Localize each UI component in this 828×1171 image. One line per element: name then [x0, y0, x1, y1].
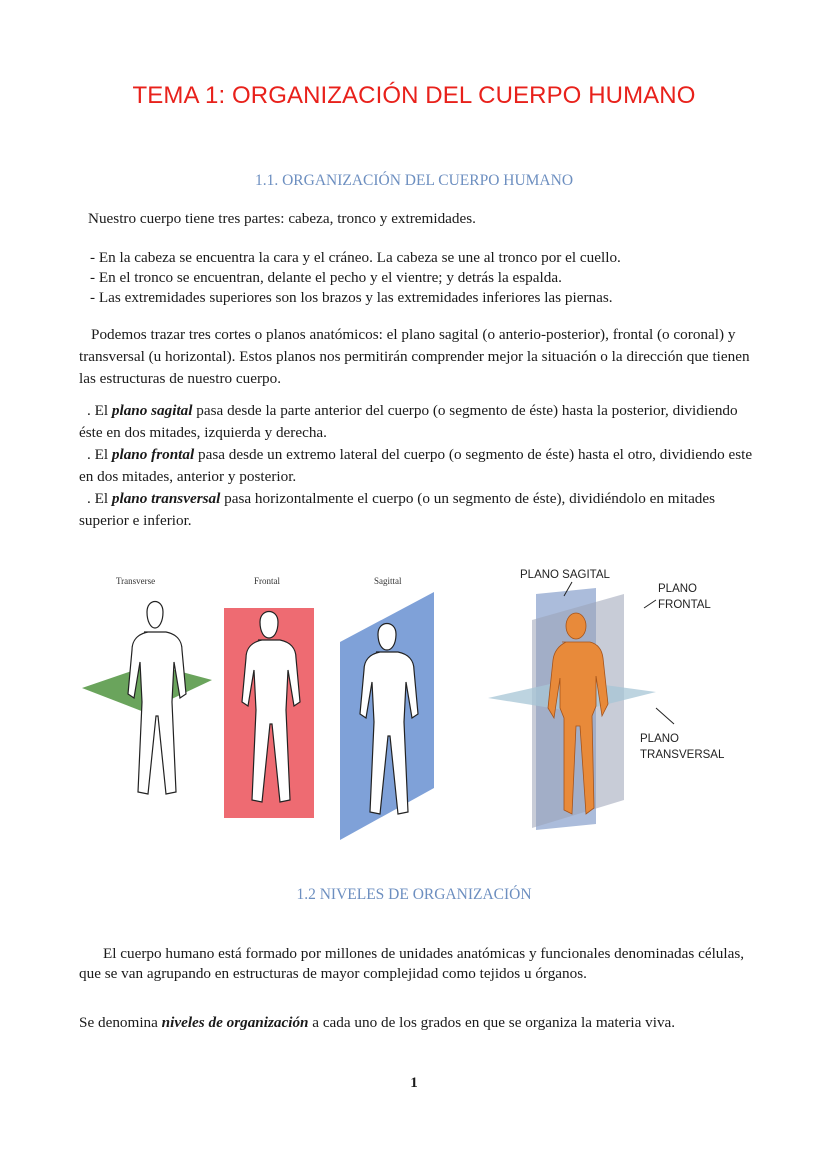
arrow-frontal: [644, 600, 656, 608]
page-title: TEMA 1: ORGANIZACIÓN DEL CUERPO HUMANO: [132, 82, 696, 109]
levels-paragraph: Se denomina niveles de organización a cada uno de los grados en que se organiza la materia viva.: [79, 1014, 676, 1031]
section-heading-2: 1.2 NIVELES DE ORGANIZACIÓN: [296, 886, 532, 903]
transverse-body-illustration: [82, 602, 212, 795]
label-plano-frontal-2: FRONTAL: [658, 599, 711, 611]
labeled-planes-figure: [484, 560, 746, 838]
term-plano-sagital: plano sagital: [111, 402, 193, 419]
term-plano-frontal: plano frontal: [111, 446, 195, 463]
term-niveles-de-organizacion: niveles de organización: [161, 1014, 309, 1031]
plane-frontal-paragraph: . El plano frontal pasa desde un extremo lateral del cuerpo (o segmento de éste) hasta el otro, dividiendo este en dos mitades, anterior y posterior.: [79, 446, 753, 485]
plane-transversal-paragraph: . El plano transversal pasa horizontalmente el cuerpo (o un segmento de éste), dividiéndolo en mitades superior e inferior.: [79, 490, 716, 529]
label-transverse: Transverse: [116, 576, 156, 586]
list-item: - En la cabeza se encuentra la cara y el cráneo. La cabeza se une al tronco por el cuello.: [90, 249, 621, 266]
label-plano-transversal-1: PLANO: [640, 733, 679, 745]
anatomical-planes-figure: [82, 552, 438, 850]
arrow-transversal: [656, 708, 674, 724]
planes-intro-paragraph: Podemos trazar tres cortes o planos anatómicos: el plano sagital (o anterio-posterior), frontal (o coronal) y transversal (u horizontal). Estos planos nos permitirán comprender mejor la situación o la dirección que tienen las estructuras de nuestro cuerpo.: [79, 326, 750, 387]
list-item: - Las extremidades superiores son los brazos y las extremidades inferiores las piernas.: [90, 289, 613, 306]
body-parts-list: [90, 248, 770, 308]
label-plano-sagital: PLANO SAGITAL: [520, 569, 610, 581]
plane-sagital-paragraph: . El plano sagital pasa desde la parte anterior del cuerpo (o segmento de éste) hasta la posterior, dividiendo éste en dos mitades, izquierda y derecha.: [79, 402, 738, 441]
cells-paragraph: El cuerpo humano está formado por millones de unidades anatómicas y funcionales denominadas células, que se van agrupando en estructuras de mayor complejidad como tejidos u órganos.: [79, 945, 745, 982]
term-plano-transversal: plano transversal: [111, 490, 221, 507]
label-plano-frontal-1: PLANO: [658, 583, 697, 595]
label-plano-transversal-2: TRANSVERSAL: [640, 749, 725, 761]
section-heading-1: 1.1. ORGANIZACIÓN DEL CUERPO HUMANO: [254, 172, 574, 189]
label-frontal: Frontal: [254, 576, 280, 586]
list-item: - En el tronco se encuentran, delante el pecho y el vientre; y detrás la espalda.: [90, 269, 562, 286]
page-number: 1: [410, 1075, 418, 1091]
intro-paragraph: Nuestro cuerpo tiene tres partes: cabeza, tronco y extremidades.: [88, 210, 476, 227]
label-sagittal: Sagittal: [374, 576, 402, 586]
